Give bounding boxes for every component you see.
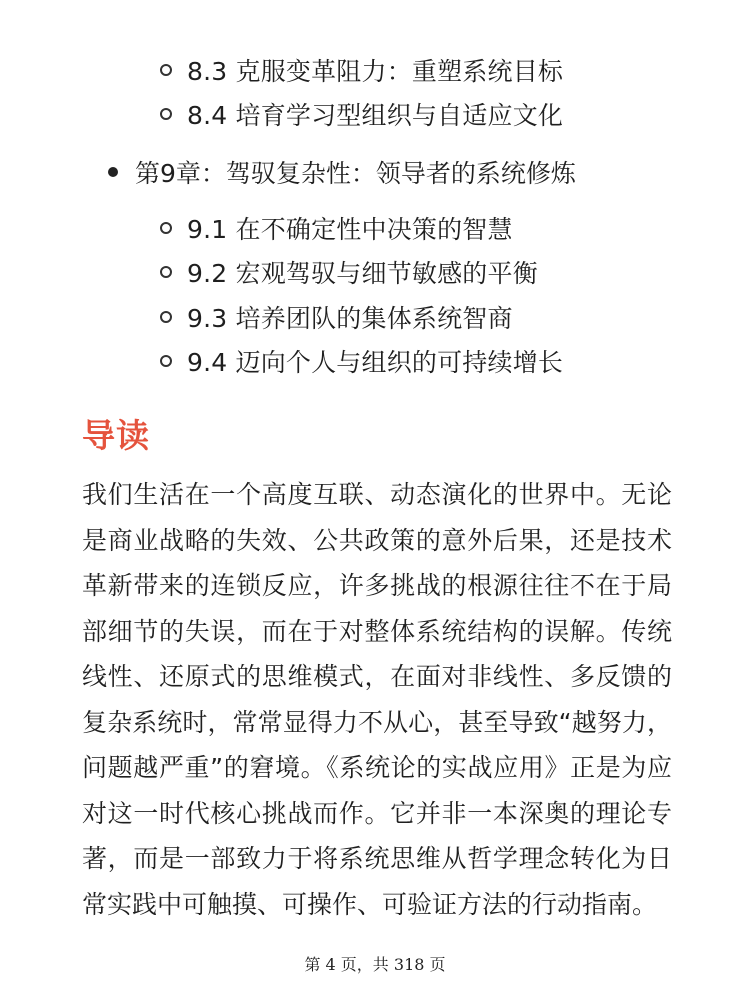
toc-chapter-label: 第9章：驾驭复杂性：领导者的系统修炼 <box>135 159 576 188</box>
toc-item-label: 9.4 迈向个人与组织的可持续增长 <box>187 348 564 377</box>
toc-chapter-9[interactable] <box>108 152 576 192</box>
toc-item-label: 9.2 宏观驾驭与细节敏感的平衡 <box>187 259 538 288</box>
toc-item-9-1[interactable] <box>160 208 513 248</box>
toc-item-label: 8.3 克服变革阻力：重塑系统目标 <box>187 57 564 86</box>
section-heading: 导读 <box>82 416 150 455</box>
filled-bullet-icon <box>108 167 118 177</box>
toc-item-9-2[interactable] <box>160 252 538 292</box>
page-number-footer: 第 4 页，共 318 页 <box>304 955 446 974</box>
toc-item-8-3[interactable] <box>160 50 563 90</box>
hollow-bullet-icon <box>160 108 172 120</box>
intro-paragraph: 我们生活在一个高度互联、动态演化的世界中。无论是商业战略的失效、公共政策的意外后果，还是技术革新带来的连锁反应，许多挑战的根源往往不在于局部细节的失误，而在于对整体系统结构的误解。传统线性、还原式的思维模式，在面对非线性、多反馈的复杂系统时，常常显得力不从心，甚至导致“越努力，问题越严重”的窘境。《系统论的实战应用》正是为应对这一时代核心挑战而作。它并非一本深奥的理论专著，而是一部致力于将系统思维从哲学理念转化为日常实践中可触摸、可操作、可验证方法的行动指南。 <box>82 480 672 919</box>
hollow-bullet-icon <box>160 64 172 76</box>
toc-item-8-4[interactable] <box>160 94 563 134</box>
hollow-bullet-icon <box>160 266 172 278</box>
toc-item-label: 9.3 培养团队的集体系统智商 <box>187 304 513 333</box>
toc-item-9-4[interactable] <box>160 341 563 381</box>
hollow-bullet-icon <box>160 222 172 234</box>
hollow-bullet-icon <box>160 355 172 367</box>
toc-item-label: 8.4 培育学习型组织与自适应文化 <box>187 101 564 130</box>
toc-item-9-3[interactable] <box>160 297 513 337</box>
hollow-bullet-icon <box>160 311 172 323</box>
toc-item-label: 9.1 在不确定性中决策的智慧 <box>187 215 513 244</box>
